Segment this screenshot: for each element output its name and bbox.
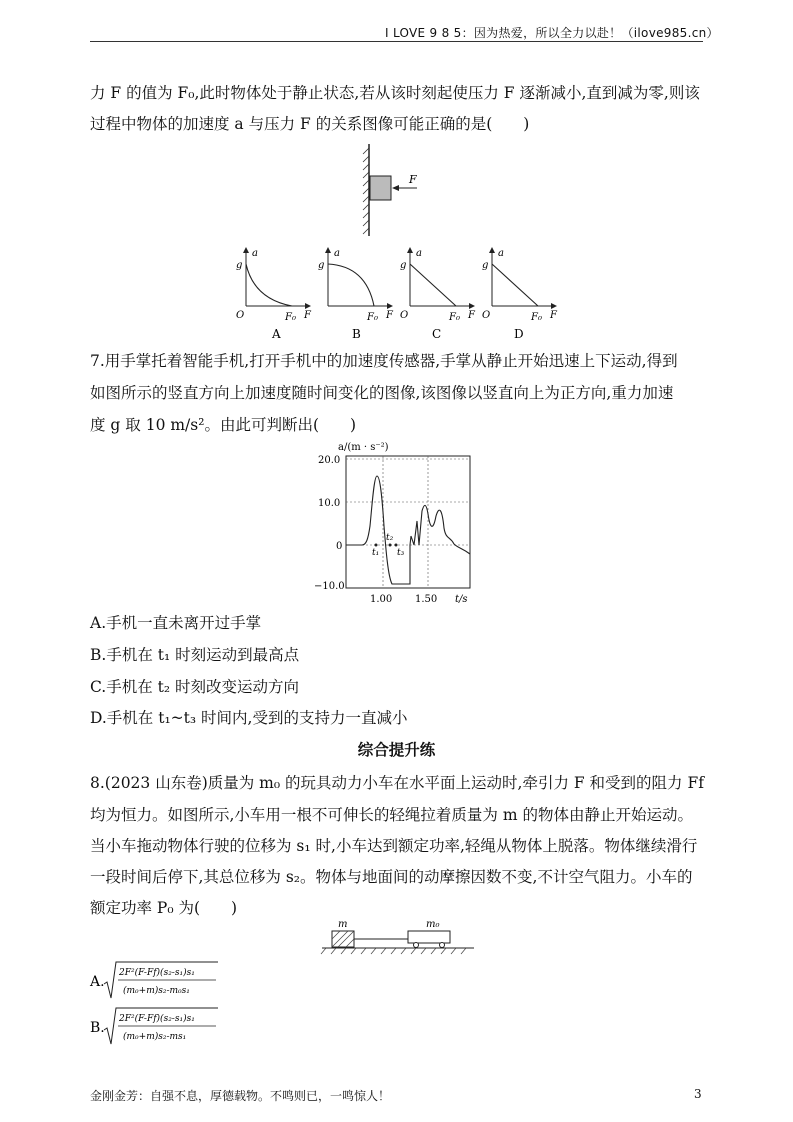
ytick-neg10: −10.0 [314,581,345,592]
svg-text:a: a [498,248,504,259]
q8-option-a [88,958,228,1004]
svg-text:a: a [334,248,340,259]
xtick-150: 1.50 [415,594,438,605]
chart-ylabel: a/(m · s⁻²) [338,442,389,453]
chart-xlabel: t/s [455,594,468,605]
q7-option-b: B.手机在 t₁ 时刻运动到最高点 [90,646,300,664]
svg-text:F₀: F₀ [449,312,460,323]
graph-c [400,248,476,341]
svg-text:g: g [318,260,325,271]
q7-option-a: A.手机一直未离开过手掌 [90,614,262,632]
svg-text:F₀: F₀ [531,312,542,323]
option-b-numerator: 2F²(F-Ff)(s₂-s₁)s₁ [119,1014,195,1024]
q8-option-b [88,1004,228,1050]
section-title: 综合提升练 [357,740,436,759]
q7-line-1: 7.用手掌托着智能手机,打开手机中的加速度传感器,手掌从静止开始迅速上下运动,得到 [90,352,678,370]
q7-option-c: C.手机在 t₂ 时刻改变运动方向 [90,678,300,696]
graph-a [236,248,312,341]
acceleration-time-chart [300,436,490,608]
graph-d [482,248,558,341]
xtick-100: 1.00 [370,594,393,605]
svg-text:g: g [400,260,407,271]
q8-line-2: 均为恒力。如图所示,小车用一根不可伸长的轻绳拉着质量为 m 的物体由静止开始运动。 [90,806,693,824]
cart-label: m₀ [426,919,440,930]
graph-b [318,248,394,341]
marker-t1: t₁ [372,548,380,558]
ytick-10: 10.0 [318,498,341,509]
svg-text:F₀: F₀ [285,312,296,323]
svg-text:O: O [400,310,409,321]
option-label-a: A [272,327,281,341]
svg-text:B.: B. [90,1020,105,1036]
svg-text:g: g [482,260,489,271]
q6-line-2: 过程中物体的加速度 a 与压力 F 的关系图像可能正确的是( ) [90,115,530,133]
q8-line-4: 一段时间后停下,其总位移为 s₂。物体与地面间的动摩擦因数不变,不计空气阻力。小车的 [90,868,693,886]
ytick-20: 20.0 [318,455,341,466]
option-label-d: D [514,327,524,341]
svg-text:F₀: F₀ [367,312,378,323]
page-header: I LOVE 9 8 5：因为热爱，所以全力以赴！（ilove985.cn） [385,26,719,40]
svg-text:A.: A. [90,974,105,990]
ytick-0: 0 [336,541,343,552]
option-a-denominator: (m₀+m)s₂-m₀s₁ [123,986,190,996]
q8-line-1: 8.(2023 山东卷)质量为 m₀ 的玩具动力小车在水平面上运动时,牵引力 F 和受到的阻力 Ff [90,774,704,792]
option-label-c: C [432,327,442,341]
force-label: F [409,173,417,186]
marker-t3: t₃ [397,548,405,558]
q7-line-2: 如图所示的竖直方向上加速度随时间变化的图像,该图像以竖直向上为正方向,重力加速 [90,384,674,402]
option-b-denominator: (m₀+m)s₂-ms₁ [123,1032,187,1042]
svg-text:F: F [550,310,557,321]
option-a-numerator: 2F²(F-Ff)(s₂-s₁)s₁ [119,968,195,978]
svg-text:F: F [468,310,475,321]
q8-line-5: 额定功率 P₀ 为( ) [90,899,238,917]
svg-text:a: a [252,248,258,259]
wall-block-figure [355,140,445,240]
header-divider [90,41,703,42]
q6-line-1: 力 F 的值为 F₀,此时物体处于静止状态,若从该时刻起使压力 F 逐渐减小,直到减为零,则该 [90,84,700,102]
svg-text:a: a [416,248,422,259]
cart-diagram [318,916,478,958]
option-label-b: B [352,327,361,341]
footer-motto: 金刚金芳：自强不息，厚德载物。不鸣则已，一鸣惊人！ [90,1089,391,1103]
af-graphs [232,244,562,342]
q8-line-3: 当小车拖动物体行驶的位移为 s₁ 时,小车达到额定功率,轻绳从物体上脱落。物体继续滑行 [90,837,698,855]
svg-text:F: F [304,310,311,321]
marker-t2: t₂ [386,533,394,543]
svg-text:O: O [236,310,245,321]
q7-option-d: D.手机在 t₁~t₃ 时间内,受到的支持力一直减小 [90,709,408,727]
svg-text:g: g [236,260,243,271]
svg-text:O: O [482,310,491,321]
svg-text:F: F [386,310,393,321]
page-number: 3 [694,1087,702,1101]
block-label: m [338,919,348,930]
q7-line-3: 度 g 取 10 m/s²。由此可判断出( ) [90,416,357,434]
